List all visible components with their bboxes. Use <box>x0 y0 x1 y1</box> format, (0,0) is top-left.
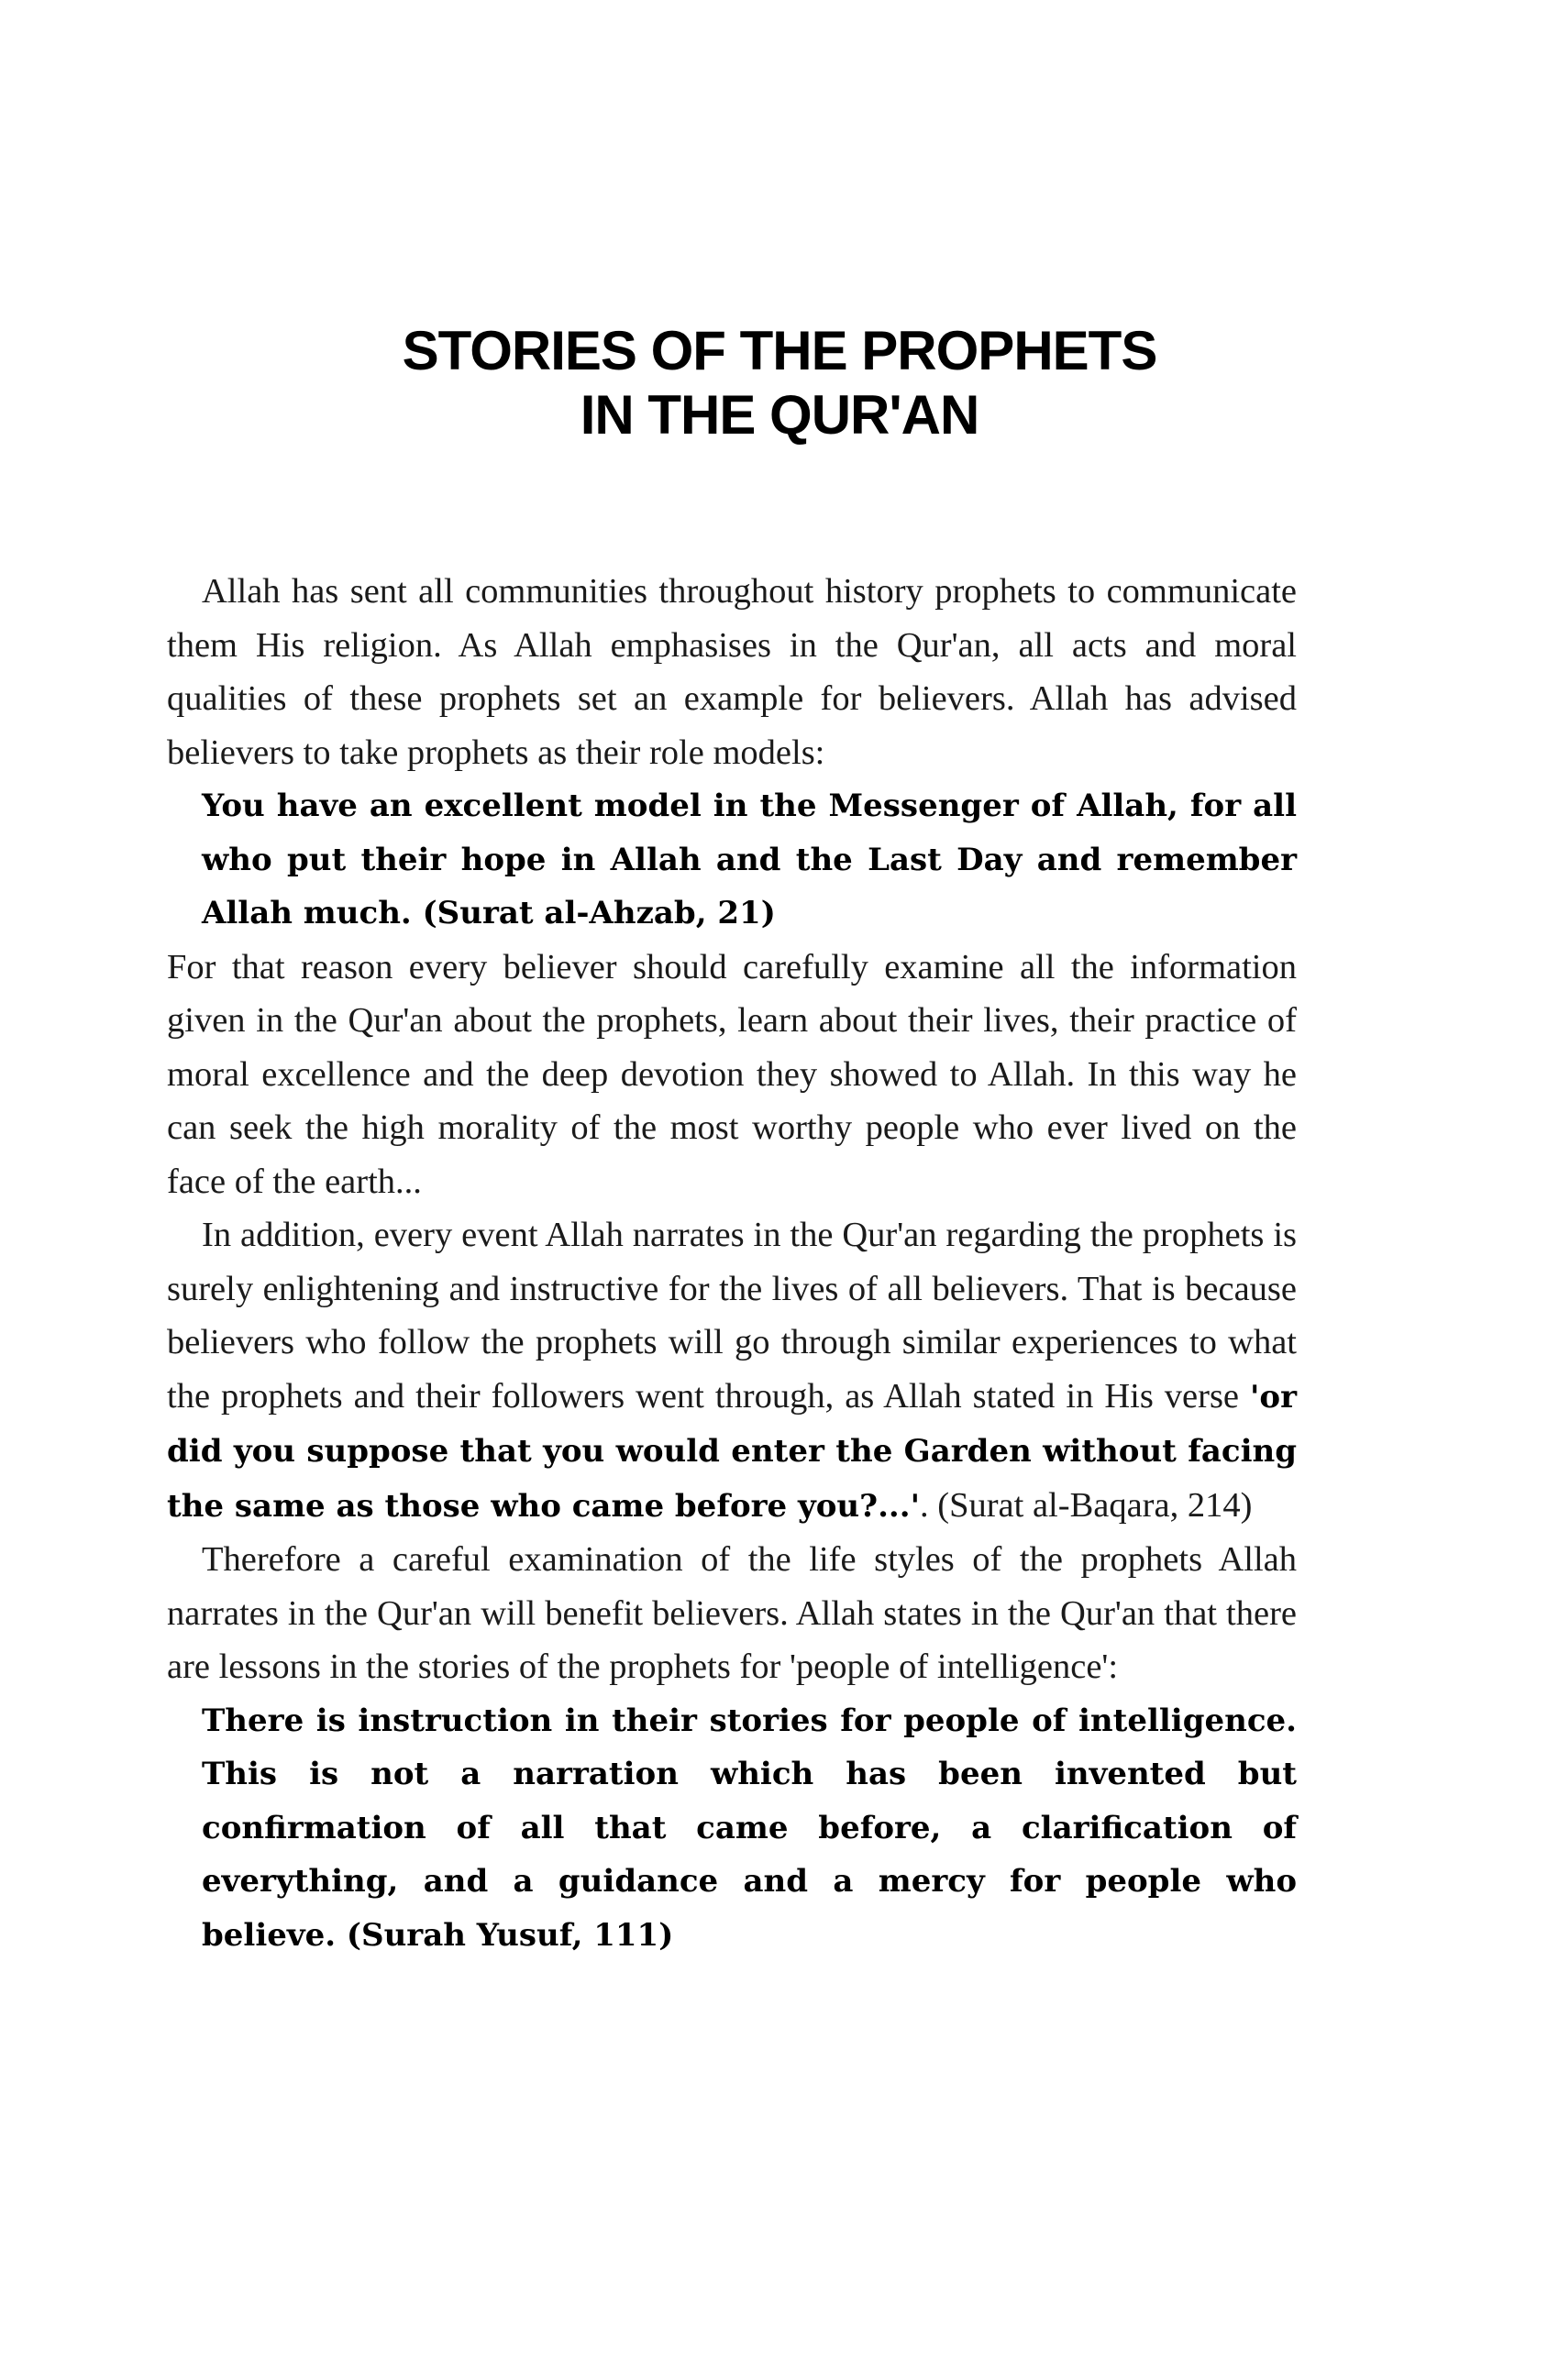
paragraph-lessons: Therefore a careful examination of the life styles of the prophets Allah narrates in the Qur'an will benefit believers. Allah states in the Qur'an that there are lessons in the stories of the prophets for 'people of intelligence': <box>167 1540 1297 1686</box>
verse-citation-baqara: . (Surat al-Baqara, 214) <box>920 1485 1253 1525</box>
chapter-title-line-1: STORIES OF THE PROPHETS <box>402 320 1157 382</box>
paragraph-events-text: In addition, every event Allah narrates in the Qur'an regarding the prophets is surely enlightening and instructive for the lives of all believers. That is because believers who follow the prophets will go through similar experiences to what the prophets and their followers went through, as Allah stated in His verse <box>167 1216 1297 1416</box>
verse-quote-yusuf: There is instruction in their stories for people of intelligence. This is not a narration which has been invented but confirmation of all that came before, a clarification of everything, and a guidance and a mercy for people who believe. (Surah Yusuf, 111) <box>202 1702 1297 1954</box>
verse-inline-quote-baqara: 'or did you suppose that you would enter the Garden without facing the same as those who came before you?...' <box>167 1378 1297 1525</box>
body-text <box>167 565 1297 1962</box>
paragraph-events <box>167 1208 1297 1533</box>
verse-quote-ahzab: You have an excellent model in the Messenger of Allah, for all who put their hope in Allah and the Last Day and remember Allah much. (Surat al-Ahzab, 21) <box>202 788 1297 931</box>
chapter-title <box>0 319 1559 447</box>
paragraph-intro: Allah has sent all communities throughout history prophets to communicate them His religion. As Allah emphasises in the Qur'an, all acts and moral qualities of these prophets set an example for believers. Allah has advised believers to take prophets as their role models: <box>167 572 1297 772</box>
paragraph-examine: For that reason every believer should carefully examine all the information given in the Qur'an about the prophets, learn about their lives, their practice of moral excellence and the deep devotion they showed to Allah. In this way he can seek the high morality of the most worthy people who ever lived on the face of the earth... <box>167 947 1297 1201</box>
chapter-title-line-2: IN THE QUR'AN <box>580 384 979 446</box>
